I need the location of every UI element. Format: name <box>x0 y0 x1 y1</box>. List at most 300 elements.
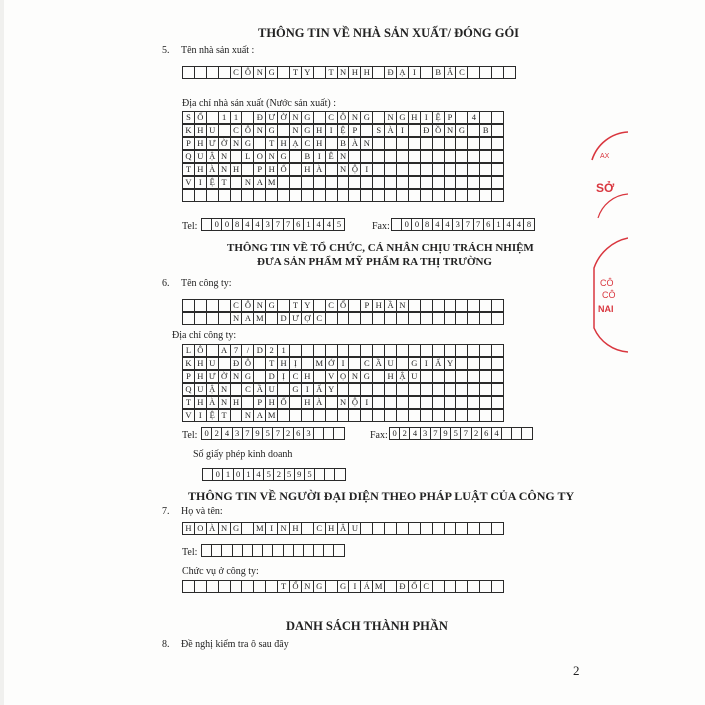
manufacturer-address-cell: 1 <box>218 111 231 124</box>
manufacturer-address-cell: B <box>301 150 314 163</box>
company-address-cell: V <box>325 370 338 383</box>
company-tel-cell: 2 <box>283 427 294 440</box>
business-license-cell: 1 <box>243 468 254 481</box>
company-name-cell: Ợ <box>301 312 314 325</box>
stamp-arc-top <box>592 132 628 160</box>
company-address-cell: H <box>384 370 397 383</box>
manufacturer-address-cell: B <box>337 137 350 150</box>
company-tel-cell <box>333 427 344 440</box>
manufacturer-address-cell: 1 <box>230 111 243 124</box>
company-address-cell: 2 <box>265 344 278 357</box>
company-name-cell: Ầ <box>384 299 397 312</box>
manufacturer-tel-cell: 4 <box>252 218 263 231</box>
stamp-text-4: CÔ <box>602 290 616 300</box>
company-name-cell: A <box>241 312 254 325</box>
company-fax-cell <box>521 427 532 440</box>
manufacturer-address-cell <box>491 163 504 176</box>
company-address-cell <box>491 357 504 370</box>
page-number: 2 <box>573 663 580 678</box>
position-cell: Ố <box>408 580 421 593</box>
manufacturer-name-cell: Đ <box>384 66 397 79</box>
manufacturer-address-cell: G <box>277 150 290 163</box>
representative-name-cell: N <box>277 522 290 535</box>
manufacturer-name-cell: H <box>360 66 373 79</box>
manufacturer-address-cell: G <box>396 111 409 124</box>
manufacturer-address-cell: H <box>194 137 207 150</box>
company-address-cell: P <box>253 396 266 409</box>
manufacturer-address-cell <box>491 137 504 150</box>
manufacturer-address-cell: T <box>218 176 231 189</box>
section-number-6: 6. <box>162 278 170 289</box>
company-address-cell: K <box>182 357 195 370</box>
company-address-cell: U <box>408 370 421 383</box>
business-license-row <box>203 469 346 482</box>
business-license-cell: 0 <box>233 468 244 481</box>
manufacturer-tel-cell: 4 <box>313 218 324 231</box>
company-fax-cell: 9 <box>440 427 451 440</box>
manufacturer-address-cell: Ệ <box>432 111 445 124</box>
company-address-cell: N <box>337 396 350 409</box>
manufacturer-tel-cell: 5 <box>333 218 344 231</box>
representative-name-cell <box>491 522 504 535</box>
manufacturer-address-cell: Ô <box>241 124 254 137</box>
manufacturer-address-cell: Ệ <box>206 176 219 189</box>
manufacturer-address-cell: H <box>301 163 314 176</box>
manufacturer-tel-grid <box>202 219 345 232</box>
position-cell: I <box>348 580 361 593</box>
manufacturer-name-cell: Ô <box>241 66 254 79</box>
company-address-cell: U <box>384 357 397 370</box>
company-name-row <box>183 313 504 326</box>
position-cell: M <box>372 580 385 593</box>
manufacturer-name-cell: G <box>265 66 278 79</box>
manufacturer-tel-cell: 7 <box>283 218 294 231</box>
manufacturer-address-cell: H <box>265 163 278 176</box>
representative-name-label: Họ và tên: <box>181 506 223 517</box>
manufacturer-address-cell: Ư <box>206 137 219 150</box>
company-address-cell: N <box>348 370 361 383</box>
manufacturer-address-cell: N <box>241 176 254 189</box>
manufacturer-address-cell: P <box>253 163 266 176</box>
manufacturer-address-cell: I <box>420 111 433 124</box>
section-title-manufacturer: THÔNG TIN VỀ NHÀ SẢN XUẤT/ ĐÓNG GÓI <box>258 26 520 40</box>
manufacturer-name-cell: Ạ <box>396 66 409 79</box>
manufacturer-address-cell: N <box>218 163 231 176</box>
company-name-cell: Ô <box>241 299 254 312</box>
manufacturer-address-cell: H <box>277 137 290 150</box>
company-fax-label: Fax: <box>370 430 388 441</box>
company-address-cell: N <box>230 370 243 383</box>
manufacturer-fax-cell: 4 <box>442 218 453 231</box>
manufacturer-address-cell: U <box>194 150 207 163</box>
manufacturer-address-cell: H <box>194 163 207 176</box>
manufacturer-address-cell: G <box>241 137 254 150</box>
manufacturer-tel-cell: 0 <box>211 218 222 231</box>
company-address-cell: Q <box>182 383 195 396</box>
company-address-cell: L <box>182 344 195 357</box>
company-fax-cell: 5 <box>450 427 461 440</box>
company-address-cell: A <box>253 409 266 422</box>
company-address-cell: Ấ <box>313 383 326 396</box>
company-address-cell: C <box>241 383 254 396</box>
company-address-cell: Ờ <box>218 370 231 383</box>
company-address-cell <box>491 409 504 422</box>
company-address-cell: H <box>301 370 314 383</box>
representative-name-cell: H <box>289 522 302 535</box>
manufacturer-address-cell: H <box>408 111 421 124</box>
company-address-cell: G <box>289 383 302 396</box>
position-row <box>183 581 504 594</box>
manufacturer-address-cell: B <box>479 124 492 137</box>
manufacturer-address-cell: G <box>360 111 373 124</box>
company-address-cell: Ọ <box>337 370 350 383</box>
company-address-cell: H <box>194 370 207 383</box>
company-tel-grid <box>202 428 345 441</box>
manufacturer-address-grid <box>183 112 504 203</box>
manufacturer-address-cell: L <box>241 150 254 163</box>
company-address-label: Địa chỉ công ty: <box>172 330 237 341</box>
company-fax-cell: 3 <box>420 427 431 440</box>
business-license-cell: 0 <box>212 468 223 481</box>
manufacturer-address-cell: P <box>182 137 195 150</box>
manufacturer-name-cell: N <box>253 66 266 79</box>
manufacturer-address-cell: I <box>360 163 373 176</box>
representative-tel-cell <box>333 544 344 557</box>
company-address-cell: Ầ <box>253 383 266 396</box>
company-name-cell: C <box>313 312 326 325</box>
company-address-cell: À <box>313 396 326 409</box>
stamp-text-5: NAI <box>598 304 614 314</box>
company-address-cell: Ậ <box>206 383 219 396</box>
manufacturer-fax-cell: 7 <box>473 218 484 231</box>
manufacturer-name-cell: I <box>408 66 421 79</box>
manufacturer-fax-cell: 1 <box>493 218 504 231</box>
company-name-grid <box>183 300 504 326</box>
manufacturer-tel-cell: 4 <box>242 218 253 231</box>
manufacturer-fax-cell: 4 <box>513 218 524 231</box>
company-address-cell: G <box>360 370 373 383</box>
representative-name-cell: N <box>218 522 231 535</box>
manufacturer-address-cell: C <box>230 124 243 137</box>
manufacturer-name-cell: B <box>432 66 445 79</box>
company-address-cell: Ầ <box>372 357 385 370</box>
manufacturer-fax-cell: 7 <box>462 218 473 231</box>
position-cell: G <box>313 580 326 593</box>
company-address-cell: Ệ <box>206 409 219 422</box>
manufacturer-address-cell: 4 <box>467 111 480 124</box>
representative-tel-row <box>202 545 345 558</box>
manufacturer-tel-row <box>202 219 345 232</box>
manufacturer-address-cell: C <box>325 111 338 124</box>
manufacturer-address-cell: G <box>301 124 314 137</box>
business-license-cell: 9 <box>294 468 305 481</box>
manufacturer-fax-cell: 6 <box>483 218 494 231</box>
company-tel-cell: 5 <box>262 427 273 440</box>
company-name-cell: C <box>325 299 338 312</box>
manufacturer-address-cell: K <box>182 124 195 137</box>
company-tel-cell: 4 <box>221 427 232 440</box>
manufacturer-tel-cell: 4 <box>323 218 334 231</box>
position-cell: T <box>277 580 290 593</box>
representative-name-cell: Â <box>337 522 350 535</box>
company-fax-cell: 6 <box>481 427 492 440</box>
representative-name-cell: U <box>348 522 361 535</box>
business-license-label: Số giấy phép kinh doanh <box>193 449 293 460</box>
company-address-cell: 7 <box>230 344 243 357</box>
company-tel-cell: 0 <box>201 427 212 440</box>
company-address-cell: Ố <box>277 396 290 409</box>
company-name-cell: T <box>289 299 302 312</box>
company-tel-label: Tel: <box>182 430 198 441</box>
manufacturer-address-cell: I <box>313 150 326 163</box>
manufacturer-address-cell: Ậ <box>206 150 219 163</box>
manufacturer-name-cell <box>503 66 516 79</box>
manufacturer-address-cell: Ố <box>194 111 207 124</box>
manufacturer-tel-cell: 1 <box>303 218 314 231</box>
manufacturer-address-cell: N <box>218 150 231 163</box>
representative-name-cell: À <box>206 522 219 535</box>
company-address-cell: M <box>313 357 326 370</box>
position-label: Chức vụ ở công ty: <box>182 566 259 577</box>
section-number-7: 7. <box>162 506 170 517</box>
manufacturer-tel-cell: 7 <box>272 218 283 231</box>
company-address-cell: V <box>182 409 195 422</box>
manufacturer-name-row <box>183 67 516 80</box>
company-address-cell: T <box>182 396 195 409</box>
company-address-cell: D <box>265 370 278 383</box>
manufacturer-address-cell: O <box>253 150 266 163</box>
manufacturer-address-cell: H <box>313 124 326 137</box>
manufacturer-address-cell: Ồ <box>432 124 445 137</box>
company-name-cell: H <box>372 299 385 312</box>
company-address-grid <box>183 345 504 423</box>
company-address-cell: M <box>265 409 278 422</box>
company-name-cell <box>491 299 504 312</box>
manufacturer-tel-cell: 8 <box>232 218 243 231</box>
company-address-cell: 1 <box>277 344 290 357</box>
company-address-cell: Ô <box>194 344 207 357</box>
manufacturer-address-cell <box>491 111 504 124</box>
position-cell <box>491 580 504 593</box>
representative-name-row <box>183 523 504 536</box>
manufacturer-address-cell: N <box>265 150 278 163</box>
business-license-cell: 5 <box>304 468 315 481</box>
business-license-cell: 2 <box>273 468 284 481</box>
company-address-cell: N <box>218 383 231 396</box>
company-name-cell: G <box>265 299 278 312</box>
section-number-8: 8. <box>162 639 170 650</box>
company-address-cell: T <box>218 409 231 422</box>
company-name-cell: Y <box>301 299 314 312</box>
company-tel-cell: 3 <box>303 427 314 440</box>
company-address-cell: H <box>230 396 243 409</box>
manufacturer-tel-cell: 3 <box>262 218 273 231</box>
manufacturer-address-cell: Ố <box>277 163 290 176</box>
stamp-text-2: SỞ <box>596 181 615 195</box>
representative-name-cell: I <box>265 522 278 535</box>
company-address-cell: H <box>301 396 314 409</box>
company-address-cell: Đ <box>230 357 243 370</box>
manufacturer-name-cell: Y <box>301 66 314 79</box>
company-address-cell: Ô <box>241 357 254 370</box>
position-cell: Đ <box>396 580 409 593</box>
manufacturer-address-cell: S <box>372 124 385 137</box>
position-grid <box>183 581 504 594</box>
company-address-cell <box>491 370 504 383</box>
manufacturer-address-cell: N <box>230 137 243 150</box>
company-address-cell: Ấ <box>432 357 445 370</box>
position-cell: Ổ <box>289 580 302 593</box>
company-tel-row <box>202 428 345 441</box>
company-address-cell: G <box>408 357 421 370</box>
company-address-cell: U <box>206 357 219 370</box>
manufacturer-address-cell: Ạ <box>289 137 302 150</box>
manufacturer-address-cell: I <box>325 124 338 137</box>
company-address-cell: T <box>265 357 278 370</box>
manufacturer-address-cell: À <box>313 163 326 176</box>
manufacturer-address-cell: H <box>194 124 207 137</box>
red-stamp <box>588 128 628 358</box>
manufacturer-address-cell: P <box>444 111 457 124</box>
representative-name-cell: H <box>182 522 195 535</box>
manufacturer-address-cell: U <box>206 124 219 137</box>
manufacturer-address-cell: S <box>182 111 195 124</box>
company-address-cell: Y <box>444 357 457 370</box>
stamp-text-1: AX <box>600 153 610 160</box>
manufacturer-address-cell: N <box>253 124 266 137</box>
representative-name-cell: C <box>313 522 326 535</box>
manufacturer-address-cell: M <box>265 176 278 189</box>
manufacturer-fax-cell: 4 <box>432 218 443 231</box>
manufacturer-name-label: Tên nhà sản xuất : <box>181 45 255 56</box>
manufacturer-address-cell: Ệ <box>337 124 350 137</box>
manufacturer-address-cell: Ư <box>265 111 278 124</box>
company-address-cell: U <box>265 383 278 396</box>
company-address-cell: H <box>277 357 290 370</box>
manufacturer-address-cell: Ê <box>325 150 338 163</box>
company-address-cell: Ị <box>289 357 302 370</box>
manufacturer-address-cell: H <box>313 137 326 150</box>
manufacturer-fax-cell: 8 <box>422 218 433 231</box>
manufacturer-name-cell: C <box>230 66 243 79</box>
manufacturer-address-cell: Ờ <box>218 137 231 150</box>
position-cell: G <box>337 580 350 593</box>
manufacturer-fax-label: Fax: <box>372 221 390 232</box>
manufacturer-name-cell: N <box>337 66 350 79</box>
manufacturer-fax-grid <box>392 219 535 232</box>
company-address-cell: / <box>241 344 254 357</box>
company-fax-cell: 2 <box>471 427 482 440</box>
manufacturer-tel-cell: 6 <box>293 218 304 231</box>
company-address-cell: G <box>241 370 254 383</box>
company-address-cell: Ị <box>277 370 290 383</box>
business-license-cell <box>334 468 345 481</box>
company-tel-cell: 7 <box>272 427 283 440</box>
company-address-cell: N <box>218 396 231 409</box>
manufacturer-name-cell: C <box>455 66 468 79</box>
company-name-cell: N <box>253 299 266 312</box>
company-address-cell: I <box>194 409 207 422</box>
manufacturer-fax-cell: 0 <box>411 218 422 231</box>
manufacturer-fax-cell: 8 <box>523 218 534 231</box>
company-address-cell: I <box>301 383 314 396</box>
business-license-cell: 4 <box>253 468 264 481</box>
manufacturer-address-cell: G <box>455 124 468 137</box>
position-cell: Á <box>360 580 373 593</box>
manufacturer-address-cell <box>491 150 504 163</box>
manufacturer-name-grid <box>183 67 516 80</box>
company-tel-cell: 2 <box>211 427 222 440</box>
representative-tel-label: Tel: <box>182 547 198 558</box>
manufacturer-address-cell: P <box>348 124 361 137</box>
company-name-cell: M <box>253 312 266 325</box>
company-address-cell: P <box>182 370 195 383</box>
manufacturer-address-cell: N <box>289 124 302 137</box>
company-tel-cell: 9 <box>252 427 263 440</box>
position-cell: C <box>420 580 433 593</box>
manufacturer-address-cell: H <box>230 163 243 176</box>
company-name-cell <box>491 312 504 325</box>
manufacturer-fax-cell: 0 <box>401 218 412 231</box>
manufacturer-name-cell: H <box>348 66 361 79</box>
manufacturer-address-cell: N <box>348 111 361 124</box>
manufacturer-address-cell: I <box>194 176 207 189</box>
representative-name-grid <box>183 523 504 536</box>
manufacturer-address-cell: Ô <box>337 111 350 124</box>
section-title-org-1: THÔNG TIN VỀ TỔ CHỨC, CÁ NHÂN CHỊU TRÁCH NHIỆM <box>227 242 534 254</box>
manufacturer-address-cell: N <box>444 124 457 137</box>
manufacturer-address-cell: V <box>182 176 195 189</box>
manufacturer-address-cell: N <box>337 150 350 163</box>
company-fax-cell: 4 <box>409 427 420 440</box>
company-address-cell: C <box>289 370 302 383</box>
manufacturer-address-cell: Đ <box>253 111 266 124</box>
company-name-label: Tên công ty: <box>181 278 232 289</box>
representative-tel-grid <box>202 545 345 558</box>
company-fax-row <box>390 428 533 441</box>
company-address-cell: Y <box>325 383 338 396</box>
company-tel-cell: 3 <box>232 427 243 440</box>
business-license-cell: 5 <box>263 468 274 481</box>
company-address-cell: H <box>194 357 207 370</box>
section-title-ingredients: DANH SÁCH THÀNH PHẦN <box>286 619 448 633</box>
company-address-cell: Ậ <box>396 370 409 383</box>
company-address-cell: U <box>194 383 207 396</box>
company-name-cell: N <box>396 299 409 312</box>
representative-name-cell: O <box>194 522 207 535</box>
manufacturer-address-cell: À <box>384 124 397 137</box>
manufacturer-address-cell: N <box>384 111 397 124</box>
company-address-cell <box>491 383 504 396</box>
company-tel-cell: 7 <box>242 427 253 440</box>
company-name-cell: P <box>360 299 373 312</box>
stamp-arc-mid <box>598 194 628 218</box>
company-address-cell: Ộ <box>348 396 361 409</box>
manufacturer-address-cell: N <box>289 111 302 124</box>
representative-name-cell: G <box>230 522 243 535</box>
manufacturer-fax-cell: 3 <box>452 218 463 231</box>
company-address-cell <box>491 396 504 409</box>
manufacturer-tel-label: Tel: <box>182 221 198 232</box>
company-fax-cell: 7 <box>430 427 441 440</box>
company-address-cell: I <box>337 357 350 370</box>
manufacturer-address-cell: C <box>301 137 314 150</box>
section-number-5: 5. <box>162 45 170 56</box>
manufacturer-address-label: Địa chỉ nhà sản xuất (Nước sản xuất) : <box>182 98 336 109</box>
stamp-text-3: CÔ <box>600 278 614 288</box>
company-address-cell: À <box>206 396 219 409</box>
company-name-cell: N <box>230 312 243 325</box>
